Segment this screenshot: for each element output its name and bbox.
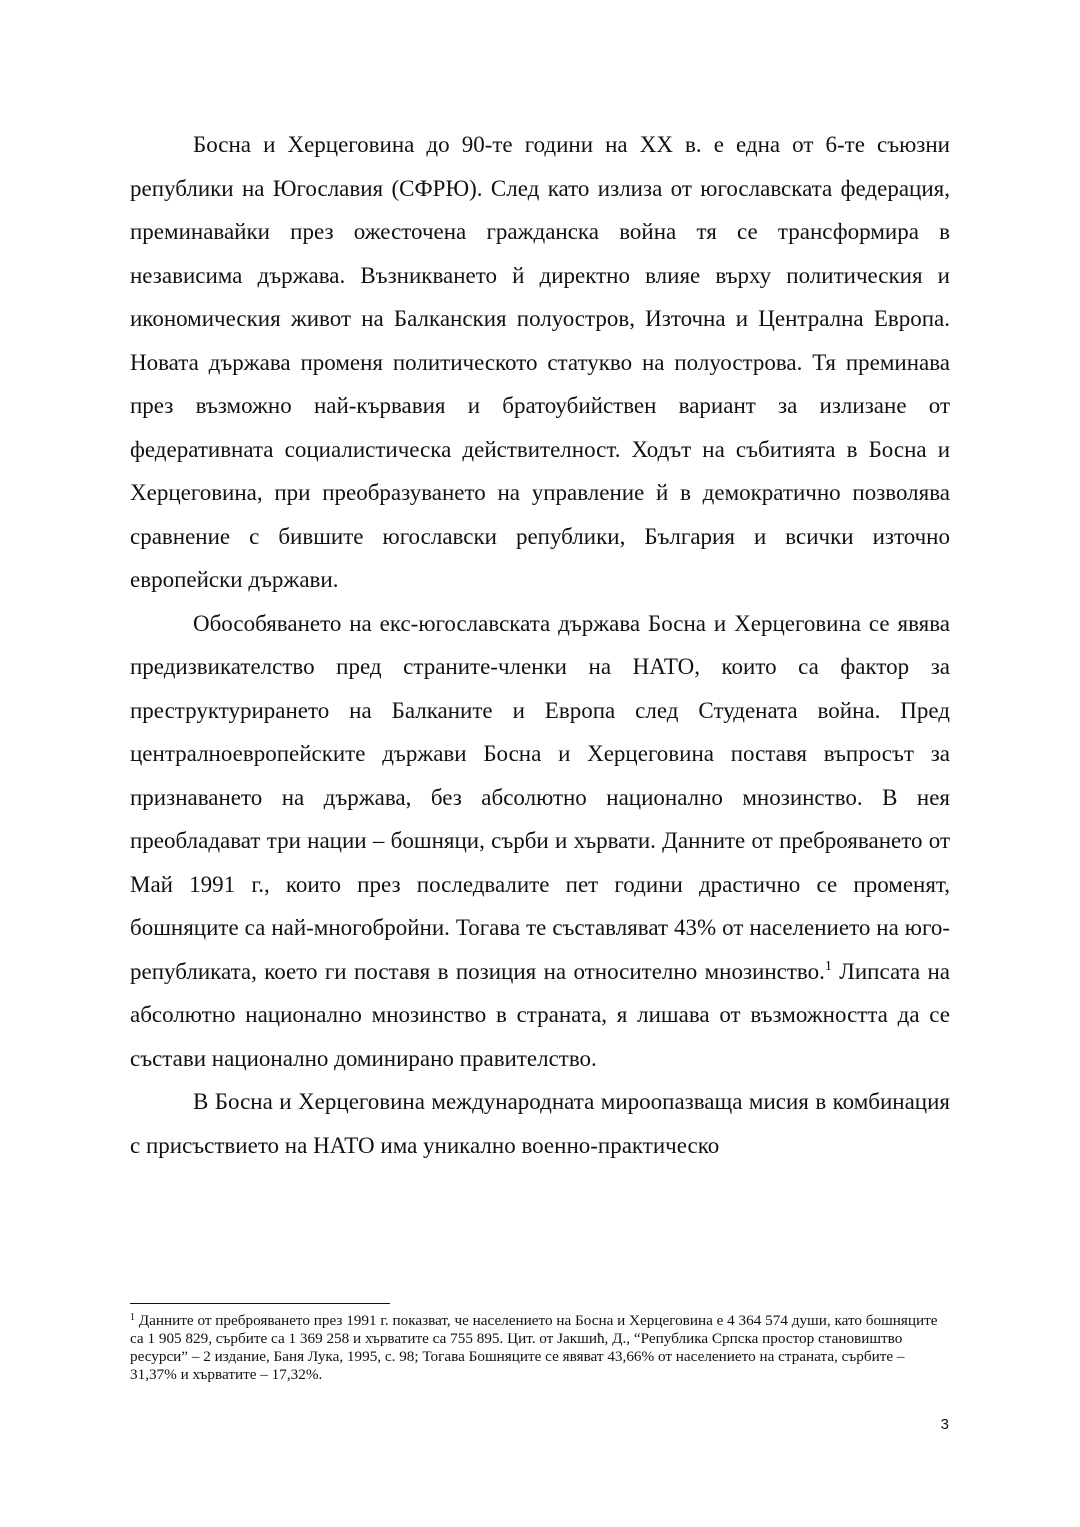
paragraph-3-text: В Босна и Херцеговина международната мироопазваща мисия в комбинация с присъствието на НАТО има уникално военно-практическо	[130, 1089, 950, 1158]
paragraph-1-text: Босна и Херцеговина до 90-те години на ХХ в. е една от 6-те съюзни републики на Югославия (СФРЮ). След като излиза от югославската федерация, преминавайки през ожесточена гражданска война тя се трансформира в независима държава. Възникването й директно влияе върху политическия и икономическия живот на Балканския полуостров, Източна и Централна Европа. Новата държава променя политическото статукво на полуострова. Тя преминава през възможно най-кървавия и братоубийствен вариант за излизане от федеративната социалистическа действителност. Ходът на събитията в Босна и Херцеговина, при преобразуването на управление й в демократично позволява сравнение с бившите югославски републики, България и всички източно европейски държави.	[130, 132, 950, 592]
paragraph-1	[130, 123, 950, 602]
paragraph-2	[130, 602, 950, 1081]
footnote	[130, 1312, 950, 1384]
paragraph-2-text-before: Обособяването на екс-югославската държава Босна и Херцеговина се явява предизвикателство пред страните-членки на НАТО, които са фактор за преструктурирането на Балканите и Европа след Студената война. Пред централноевропейските държави Босна и Херцеговина поставя въпросът за признаването на държава, без абсолютно национално мнозинство. В нея преобладават три нации – бошняци, сърби и хървати. Данните от преброяването от Май 1991 г., които през последвалите пет години драстично се променят, бошняците са най-многобройни. Тогава те съставляват 43% от населението на юго-републиката, което ги поставя в позиция на относително мнозинство.	[130, 610, 950, 984]
footnote-text: Данните от преброяването през 1991 г. показват, че населението на Босна и Херцеговина е 4 364 574 души, като бошняците са 1 905 829, сърбите са 1 369 258 и хърватите са 755 895. Цит. от Јакшић, Д., “Република Српска простор становиштво ресурси” – 2 издание, Баня Лука, 1995, с. 98; Тогава Бошняците се явяват 43,66% от населението на страната, сърбите – 31,37% и хърватите – 17,32%.	[130, 1312, 938, 1383]
footnote-number: 1	[130, 1312, 135, 1323]
footnote-separator	[130, 1303, 390, 1304]
paragraph-3	[130, 1080, 950, 1167]
paragraph-2-text-after: Липсата на абсолютно национално мнозинство в страната, я лишава от възможността да се състави национално доминирано правителство.	[130, 958, 950, 1071]
body-text	[130, 123, 950, 1167]
footnote-reference[interactable]: 1	[824, 958, 832, 974]
page-number: 3	[940, 1416, 949, 1433]
